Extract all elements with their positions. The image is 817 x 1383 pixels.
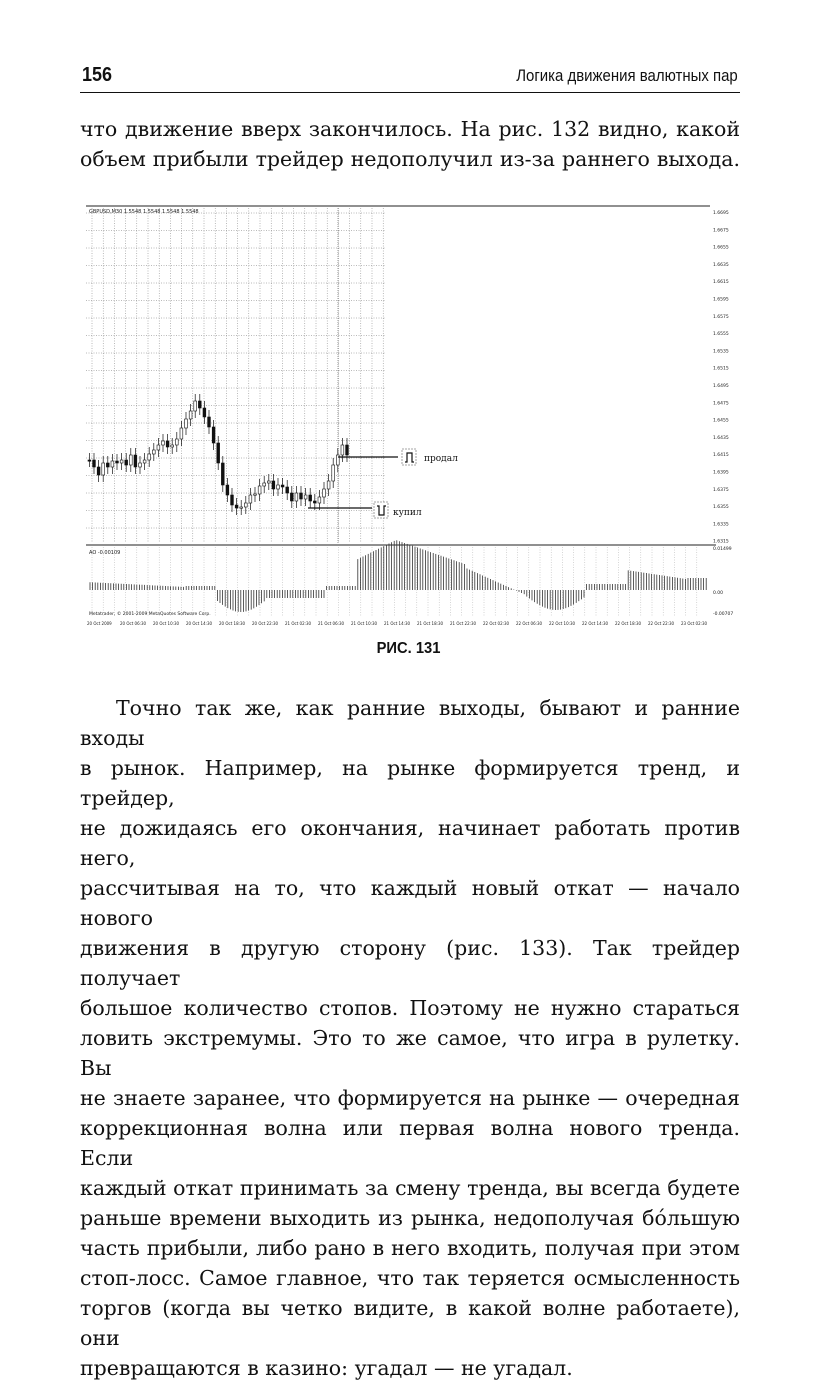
- text-line: движения в другую сторону (рис. 133). Так трейдер получает: [80, 936, 740, 990]
- buy-arrow-icon: [374, 502, 388, 518]
- candle-body: [300, 493, 303, 499]
- annotation-sell: продал: [424, 454, 458, 464]
- candle-body: [309, 495, 312, 501]
- candle-body: [212, 427, 215, 443]
- indicator-zero-value: 0.00: [713, 591, 724, 596]
- page-number: 156: [82, 64, 113, 86]
- paragraph-main: [80, 693, 740, 1383]
- candle-body: [139, 463, 142, 467]
- price-axis: [713, 210, 729, 545]
- candle-body: [125, 460, 128, 465]
- time-tick-label: 21 Oct 18:30: [417, 621, 444, 626]
- price-tick-label: 1.6455: [713, 418, 729, 424]
- candle-body: [97, 467, 100, 475]
- time-tick-label: 20 Oct 18:30: [219, 621, 246, 626]
- candle-body: [175, 439, 178, 445]
- price-tick-label: 1.6515: [713, 366, 729, 372]
- time-tick-label: 22 Oct 22:30: [648, 621, 675, 626]
- text-line: раньше времени выходить из рынка, недополучая бóльшую: [80, 1206, 740, 1230]
- text-line: не дожидаясь его окончания, начинает работать против него,: [80, 816, 740, 870]
- candlestick-series: [88, 394, 348, 515]
- candle-body: [171, 445, 174, 447]
- time-tick-label: 23 Oct 02:30: [681, 621, 708, 626]
- price-tick-label: 1.6355: [713, 505, 729, 511]
- candle-body: [263, 483, 266, 486]
- price-tick-label: 1.6655: [713, 245, 729, 251]
- time-tick-label: 21 Oct 02:30: [285, 621, 312, 626]
- text-line: торгов (когда вы четко видите, в какой волне работаете), они: [80, 1296, 740, 1350]
- time-tick-label: 20 Oct 2009: [87, 621, 112, 626]
- price-tick-label: 1.6675: [713, 228, 729, 234]
- running-title: Логика движения валютных пар: [516, 66, 738, 85]
- sell-arrow-icon: [402, 449, 416, 465]
- time-tick-label: 21 Oct 10:30: [351, 621, 378, 626]
- candle-body: [152, 450, 155, 454]
- text-line: каждый откат принимать за смену тренда, вы всегда будете: [80, 1176, 740, 1200]
- candle-body: [346, 445, 349, 455]
- price-tick-label: 1.6495: [713, 384, 729, 389]
- price-tick-label: 1.6615: [713, 280, 729, 286]
- price-tick-label: 1.6575: [713, 314, 729, 320]
- chart-title: GBPUSD,M30 1.5548 1.5548 1.5548 1.5548: [89, 209, 199, 215]
- candle-body: [221, 463, 224, 485]
- time-tick-label: 22 Oct 06:30: [516, 621, 543, 626]
- text-line: большое количество стопов. Поэтому не нужно стараться: [80, 996, 740, 1020]
- candle-body: [332, 465, 335, 481]
- text-line: в рынок. Например, на рынке формируется тренд, и трейдер,: [80, 756, 740, 810]
- indicator-top-value: 0.01499: [713, 547, 732, 552]
- price-tick-label: 1.6315: [713, 539, 729, 545]
- time-tick-label: 21 Oct 22:30: [450, 621, 477, 626]
- time-tick-label: 21 Oct 06:30: [318, 621, 345, 626]
- price-tick-label: 1.6375: [713, 487, 729, 493]
- indicator-label: AO -0.00109: [89, 550, 121, 556]
- time-tick-label: 22 Oct 02:30: [483, 621, 510, 626]
- candle-body: [249, 495, 252, 503]
- candle-body: [217, 443, 220, 463]
- candle-body: [240, 507, 243, 508]
- price-tick-label: 1.6335: [713, 522, 729, 528]
- text-line: часть прибыли, либо рано в него входить, получая при этом: [80, 1236, 740, 1260]
- price-chart: [86, 205, 734, 628]
- candle-body: [88, 460, 91, 461]
- paragraph-continuation: [80, 114, 740, 174]
- candle-body: [235, 505, 238, 508]
- candle-body: [231, 495, 234, 505]
- page-header: [80, 62, 740, 93]
- candle-body: [226, 485, 229, 495]
- time-tick-label: 22 Oct 18:30: [615, 621, 642, 626]
- price-tick-label: 1.6395: [713, 470, 729, 476]
- time-tick-label: 20 Oct 10:30: [153, 621, 180, 626]
- candle-body: [313, 501, 316, 503]
- candle-body: [111, 461, 114, 467]
- candle-body: [327, 481, 330, 489]
- candle-body: [323, 489, 326, 497]
- text-line: рассчитывая на то, что каждый новый откат — начало нового: [80, 876, 740, 930]
- candle-body: [290, 493, 293, 501]
- candle-body: [129, 455, 132, 465]
- time-tick-label: 21 Oct 14:30: [384, 621, 411, 626]
- figure-131: [86, 205, 734, 628]
- candle-body: [148, 454, 151, 460]
- candle-body: [254, 494, 257, 495]
- candle-body: [203, 408, 206, 417]
- candle-body: [208, 417, 211, 427]
- text-line: ловить экстремумы. Это то же самое, что игра в рулетку. Вы: [80, 1026, 740, 1080]
- price-tick-label: 1.6635: [713, 262, 729, 268]
- price-tick-label: 1.6535: [713, 349, 729, 355]
- text-line: Точно так же, как ранние выходы, бывают и ранние входы: [80, 696, 740, 750]
- text-line: не знаете заранее, что формируется на рынке — очередная: [80, 1086, 740, 1110]
- figure-caption: РИС. 131: [376, 640, 441, 657]
- candle-body: [258, 486, 261, 494]
- candle-body: [189, 411, 192, 419]
- candle-body: [180, 428, 183, 439]
- candle-body: [185, 419, 188, 428]
- candle-body: [116, 461, 119, 463]
- candle-body: [194, 401, 197, 411]
- candle-body: [120, 460, 123, 463]
- candle-body: [341, 445, 344, 455]
- text-line: стоп-лосс. Самое главное, что так теряется осмысленность: [80, 1266, 740, 1290]
- awesome-oscillator-bars: [90, 540, 706, 612]
- price-tick-label: 1.6415: [713, 453, 729, 459]
- candle-body: [295, 493, 298, 501]
- candle-body: [304, 495, 307, 499]
- candle-body: [277, 485, 280, 489]
- price-tick-label: 1.6475: [713, 401, 729, 407]
- candle-body: [162, 441, 165, 445]
- candle-body: [134, 455, 137, 467]
- time-axis: [87, 621, 708, 626]
- candle-body: [102, 463, 105, 475]
- candle-body: [198, 401, 201, 408]
- annotation-buy: купил: [393, 508, 422, 518]
- price-tick-label: 1.6555: [713, 332, 729, 338]
- time-tick-label: 20 Oct 22:30: [252, 621, 279, 626]
- candle-body: [143, 460, 146, 463]
- time-tick-label: 22 Oct 14:30: [582, 621, 609, 626]
- candle-body: [318, 497, 321, 503]
- time-tick-label: 22 Oct 10:30: [549, 621, 576, 626]
- copyright-text: Metatrader, © 2001-2009 MetaQuotes Software Corp.: [89, 612, 211, 617]
- candle-body: [267, 481, 270, 483]
- text-line: объем прибыли трейдер недополучил из-за раннего выхода.: [80, 147, 740, 171]
- candle-body: [157, 445, 160, 450]
- indicator-bottom-value: -0.00707: [713, 612, 734, 617]
- candle-body: [106, 463, 109, 467]
- candle-body: [272, 481, 275, 489]
- candle-body: [93, 460, 96, 467]
- text-line: превращаются в казино: угадал — не угадал.: [80, 1356, 573, 1380]
- text-line: что движение вверх закончилось. На рис. 132 видно, какой: [80, 117, 740, 141]
- candle-body: [244, 503, 247, 507]
- candle-body: [286, 487, 289, 493]
- time-tick-label: 20 Oct 06:30: [120, 621, 147, 626]
- text-line: коррекционная волна или первая волна нового тренда. Если: [80, 1116, 740, 1170]
- candle-body: [281, 485, 284, 487]
- price-tick-label: 1.6595: [713, 297, 729, 303]
- price-tick-label: 1.6435: [713, 435, 729, 441]
- time-tick-label: 20 Oct 14:30: [186, 621, 213, 626]
- price-tick-label: 1.6695: [713, 211, 729, 216]
- candle-body: [166, 441, 169, 447]
